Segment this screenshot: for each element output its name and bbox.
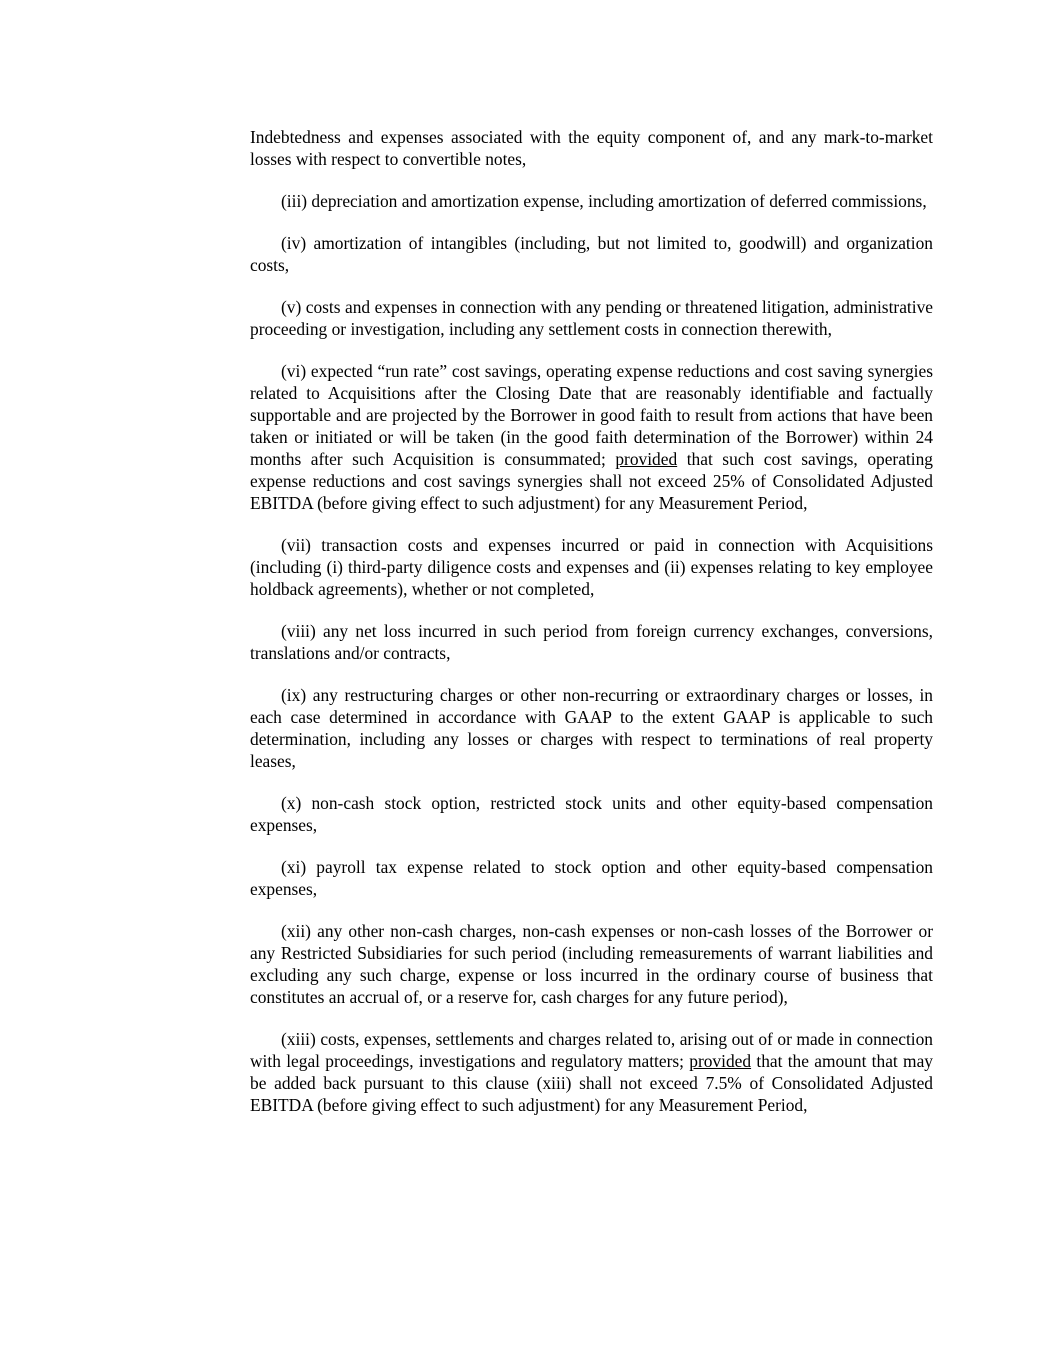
paragraph-continuation: Indebtedness and expenses associated with the equity component of, and any mark-to-market losses with respect to convertible notes, [250, 127, 933, 169]
clause-vi-provided: provided [615, 449, 678, 469]
paragraph-clause-iii: (iii) depreciation and amortization expense, including amortization of deferred commissions, [281, 191, 927, 211]
paragraph-clause-xi: (xi) payroll tax expense related to stock option and other equity-based compensation expenses, [250, 857, 933, 899]
paragraph-clause-xiii [250, 1028, 933, 1116]
clause-vi-text-after: that such cost savings, operating expense reductions and cost savings synergies shall not exceed 25% of Consolidated Adjusted EBITDA (before giving effect to such adjustment) for any Measurement Period, [250, 449, 933, 513]
paragraph-clause-viii: (viii) any net loss incurred in such period from foreign currency exchanges, conversions, translations and/or contracts, [250, 621, 933, 663]
paragraph-clause-xii: (xii) any other non-cash charges, non-cash expenses or non-cash losses of the Borrower or any Restricted Subsidiaries for such period (including remeasurements of warrant liabilities and excluding any such charge, expense or loss incurred in the ordinary course of business that constitutes an accrual of, or a reserve for, cash charges for any future period), [250, 921, 933, 1007]
clause-xiii-text-after: that the amount that may be added back pursuant to this clause (xiii) shall not exceed 7.5% of Consolidated Adjusted EBITDA (before giving effect to such adjustment) for any Measurement Period, [250, 1051, 933, 1115]
clause-vi-text-before: (vi) expected “run rate” cost savings, operating expense reductions and cost saving synergies related to Acquisitions after the Closing Date that are reasonably identifiable and factually supportable and are projected by the Borrower in good faith to result from actions that have been taken or initiated or will be taken (in the good faith determination of the Borrower) within 24 months after such Acquisition is consummated; [250, 361, 933, 469]
paragraph-clause-iv: (iv) amortization of intangibles (including, but not limited to, goodwill) and organization costs, [250, 233, 933, 275]
paragraph-clause-v: (v) costs and expenses in connection with any pending or threatened litigation, administrative proceeding or investigation, including any settlement costs in connection therewith, [250, 297, 933, 339]
paragraph-clause-vi [250, 360, 933, 514]
paragraph-clause-x: (x) non-cash stock option, restricted stock units and other equity-based compensation expenses, [250, 793, 933, 835]
clause-xiii-provided: provided [689, 1051, 752, 1071]
clause-xiii-text-before: (xiii) costs, expenses, settlements and charges related to, arising out of or made in connection with legal proceedings, investigations and regulatory matters; [250, 1029, 933, 1071]
paragraph-clause-vii: (vii) transaction costs and expenses incurred or paid in connection with Acquisitions (including (i) third-party diligence costs and expenses and (ii) expenses relating to key employee holdback agreements), whether or not completed, [250, 535, 933, 599]
paragraph-clause-ix: (ix) any restructuring charges or other non-recurring or extraordinary charges or losses, in each case determined in accordance with GAAP to the extent GAAP is applicable to such determination, including any losses or charges with respect to terminations of real property leases, [250, 685, 933, 771]
document-page [250, 126, 933, 1136]
